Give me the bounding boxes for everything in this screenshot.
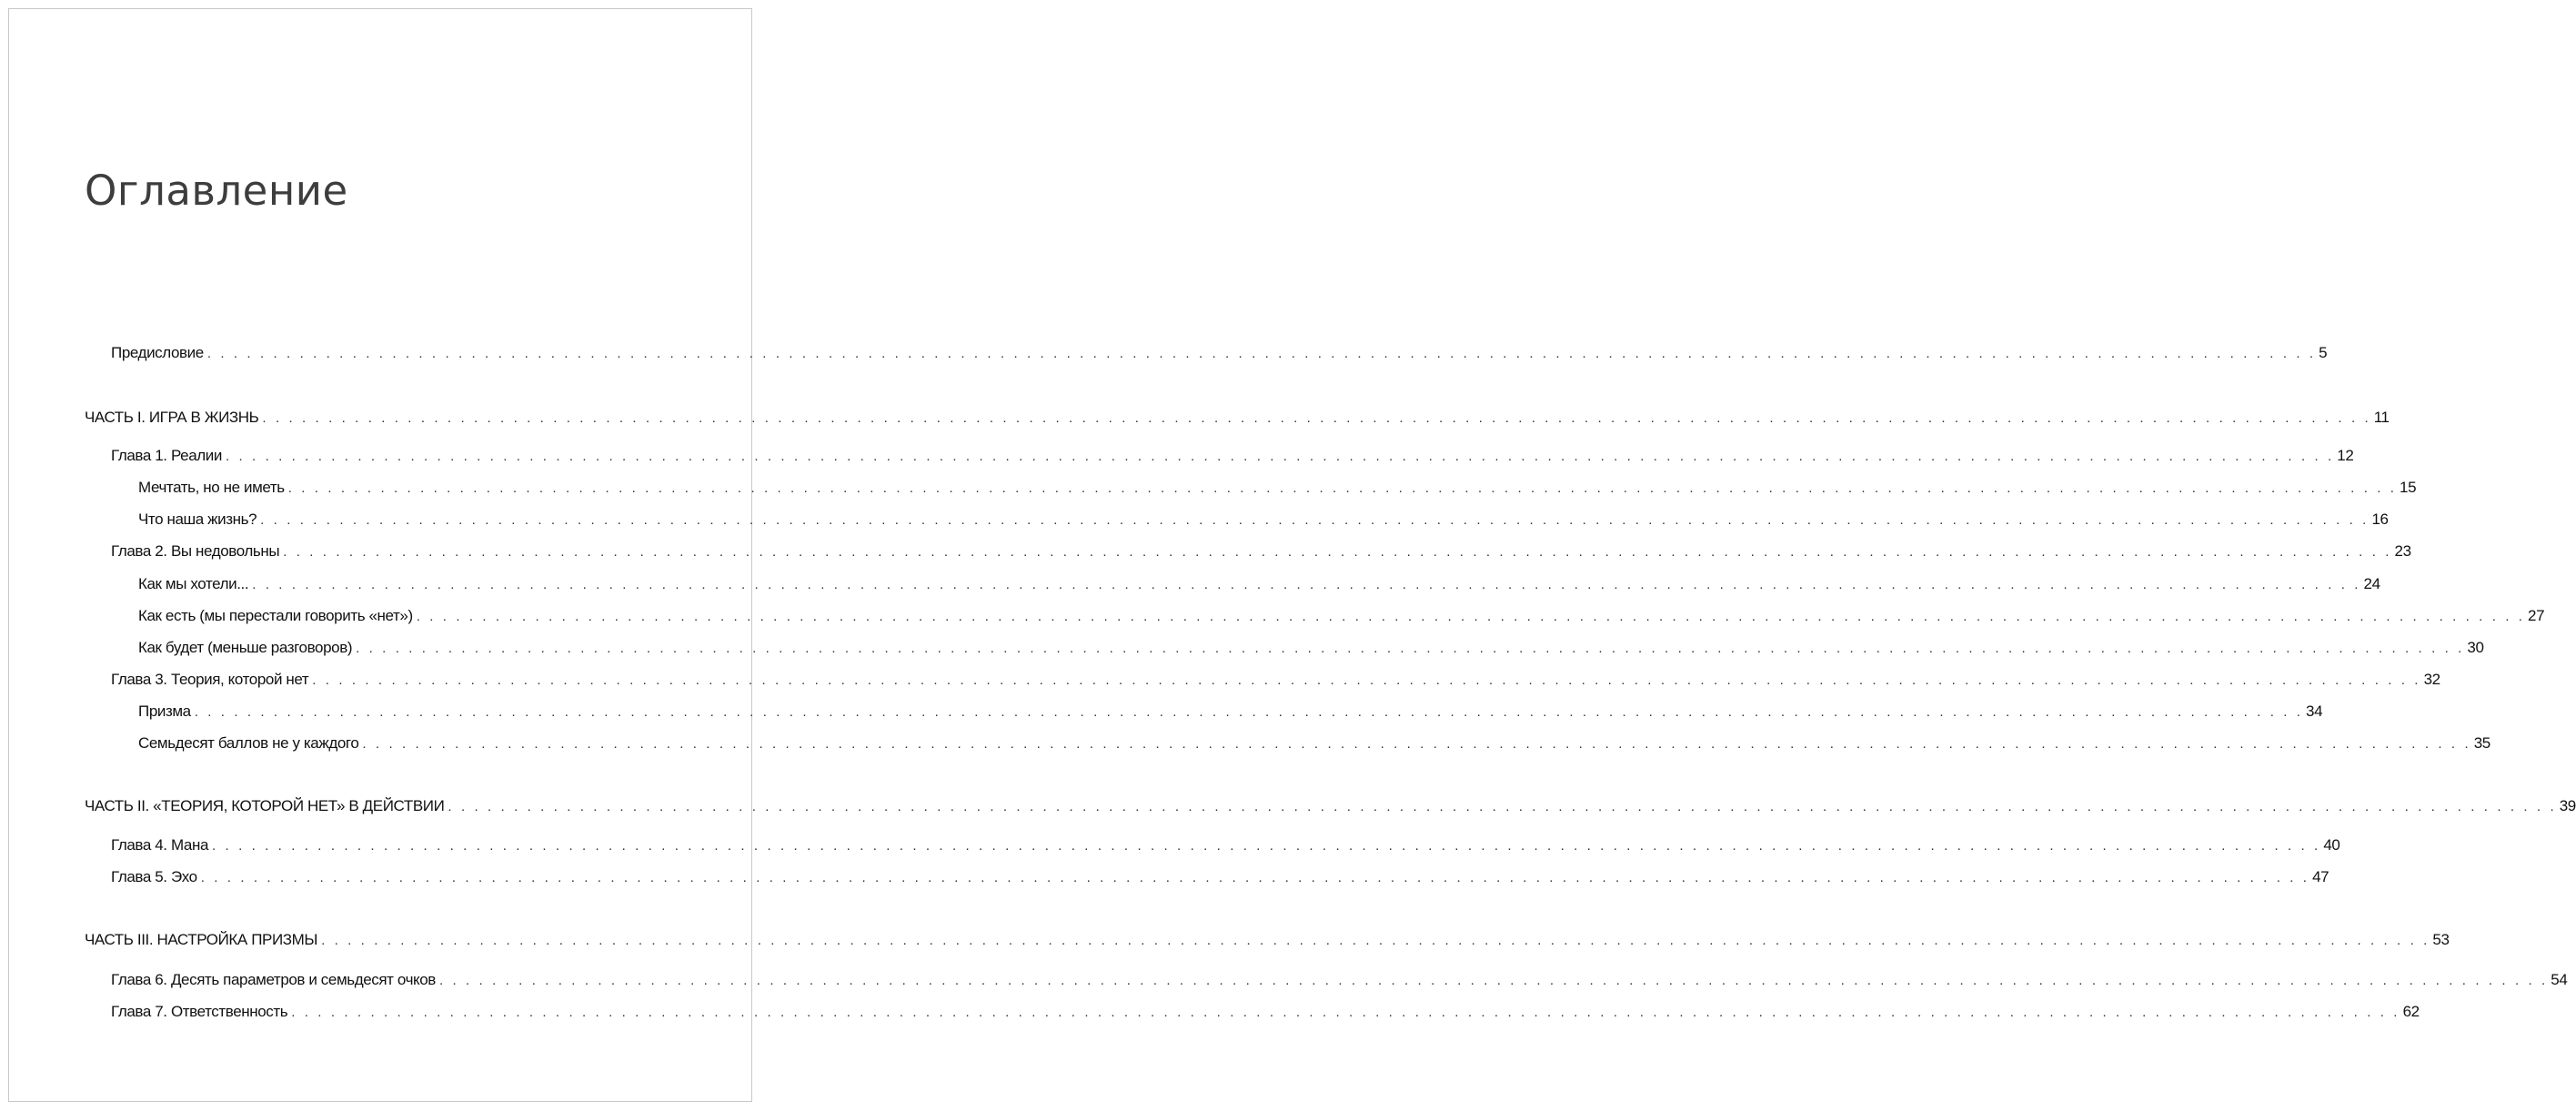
dot-leader: . . . . . . . . . . . . . . . . . . . . . . . . . . . . . . . . . . . . . . . . . . . . . . . . . . . . . . . . . . . . . . . . . . . . . . . . . . . . . . . . . . . . . . . . . . . . . . . . . . . . . . . . . . . . . . . . . . . . . . . . . . . . . . . . . . . . . . . . . . . . . . . . . . . . . . . . . . . . . . . . (212, 838, 2321, 854)
toc-entry-label: ЧАСТЬ III. НАСТРОЙКА ПРИЗМЫ (85, 931, 318, 948)
dot-leader: . . . . . . . . . . . . . . . . . . . . . . . . . . . . . . . . . . . . . . . . . . . . . . . . . . . . . . . . . . . . . . . . . . . . . . . . . . . . . . . . . . . . . . . . . . . . . . . . . . . . . . . . . . . . . . . . . . . . . . . . . . . . . . . . . . . . . . . . . . . . . . . . . . . . . . . . . . . . . . . . (260, 512, 2370, 528)
dot-leader: . . . . . . . . . . . . . . . . . . . . . . . . . . . . . . . . . . . . . . . . . . . . . . . . . . . . . . . . . . . . . . . . . . . . . . . . . . . . . . . . . . . . . . . . . . . . . . . . . . . . . . . . . . . . . . . . . . . . . . . . . . . . . . . . . . . . . . . . . . . . . . . . . . . . . . . . . . . . . . . . (194, 704, 2304, 720)
toc-part-row[interactable] (85, 795, 2576, 817)
toc-chapter-row[interactable] (111, 445, 2354, 467)
dot-leader: . . . . . . . . . . . . . . . . . . . . . . . . . . . . . . . . . . . . . . . . . . . . . . . . . . . . . . . . . . . . . . . . . . . . . . . . . . . . . . . . . . . . . . . . . . . . . . . . . . . . . . . . . . . . . . . . . . . . . . . . . . . . . . . . . . . . . . . . . . . . . . . . . . . . . . . . . . . . . . . . (283, 544, 2392, 560)
toc-entry-label: Глава 6. Десять параметров и семьдесят очков (111, 971, 436, 988)
toc-page-number: 15 (2400, 479, 2417, 496)
toc-entry-label: Семьдесят баллов не у каждого (138, 734, 359, 752)
toc-page-number: 47 (2312, 868, 2329, 885)
toc-entry-label: Мечтать, но не иметь (138, 479, 285, 496)
dot-leader: . . . . . . . . . . . . . . . . . . . . . . . . . . . . . . . . . . . . . . . . . . . . . . . . . . . . . . . . . . . . . . . . . . . . . . . . . . . . . . . . . . . . . . . . . . . . . . . . . . . . . . . . . . . . . . . . . . . . . . . . . . . . . . . . . . . . . . . . . . . . . . . . . . . . . . . . . . . . . . . . (438, 973, 2549, 988)
toc-page-number: 23 (2394, 542, 2411, 560)
toc-chapter-row[interactable] (111, 866, 2329, 888)
dot-leader: . . . . . . . . . . . . . . . . . . . . . . . . . . . . . . . . . . . . . . . . . . . . . . . . . . . . . . . . . . . . . . . . . . . . . . . . . . . . . . . . . . . . . . . . . . . . . . . . . . . . . . . . . . . . . . . . . . . . . . . . . . . . . . . . . . . . . . . . . . . . . . . . . . . . . . . . . . . . . . . . (362, 736, 2471, 752)
toc-chapter-row[interactable] (111, 669, 2440, 691)
toc-section-row[interactable] (138, 605, 2545, 627)
toc-entry-label: Глава 3. Теория, которой нет (111, 671, 309, 688)
toc-page-number: 62 (2402, 1003, 2420, 1020)
toc-part-row[interactable] (85, 407, 2390, 429)
dot-leader: . . . . . . . . . . . . . . . . . . . . . . . . . . . . . . . . . . . . . . . . . . . . . . . . . . . . . . . . . . . . . . . . . . . . . . . . . . . . . . . . . . . . . . . . . . . . . . . . . . . . . . . . . . . . . . . . . . . . . . . . . . . . . . . . . . . . . . . . . . . . . . . . . . . . . . . . . . . . . . . . (252, 577, 2361, 592)
toc-entry-label: Глава 4. Мана (111, 836, 208, 854)
dot-leader: . . . . . . . . . . . . . . . . . . . . . . . . . . . . . . . . . . . . . . . . . . . . . . . . . . . . . . . . . . . . . . . . . . . . . . . . . . . . . . . . . . . . . . . . . . . . . . . . . . . . . . . . . . . . . . . . . . . . . . . . . . . . . . . . . . . . . . . . . . . . . . . . . . . . . . . . . . . . . . . . (200, 870, 2310, 885)
toc-entry-label: Глава 7. Ответственность (111, 1003, 288, 1020)
toc-page-number: 11 (2373, 409, 2390, 426)
dot-leader: . . . . . . . . . . . . . . . . . . . . . . . . . . . . . . . . . . . . . . . . . . . . . . . . . . . . . . . . . . . . . . . . . . . . . . . . . . . . . . . . . . . . . . . . . . . . . . . . . . . . . . . . . . . . . . . . . . . . . . . . . . . . . . . . . . . . . . . . . . . . . . . . . . . . . . . . . . . . . . . . (312, 672, 2421, 688)
toc-page-number: 5 (2319, 344, 2328, 361)
toc-section-row[interactable] (138, 637, 2484, 659)
toc-page-number: 12 (2337, 447, 2354, 464)
toc-chapter-row[interactable] (111, 1001, 2420, 1023)
dot-leader: . . . . . . . . . . . . . . . . . . . . . . . . . . . . . . . . . . . . . . . . . . . . . . . . . . . . . . . . . . . . . . . . . . . . . . . . . . . . . . . . . . . . . . . . . . . . . . . . . . . . . . . . . . . . . . . . . . . . . . . . . . . . . . . . . . . . . . . . . . . . . . . . . . . . . . . . . . . . . . . . (416, 609, 2526, 624)
page-title: Оглавление (85, 167, 348, 215)
toc-page-number: 30 (2467, 639, 2484, 656)
dot-leader: . . . . . . . . . . . . . . . . . . . . . . . . . . . . . . . . . . . . . . . . . . . . . . . . . . . . . . . . . . . . . . . . . . . . . . . . . . . . . . . . . . . . . . . . . . . . . . . . . . . . . . . . . . . . . . . . . . . . . . . . . . . . . . . . . . . . . . . . . . . . . . . . . . . . . . . . . . . . . . . . (356, 641, 2465, 656)
toc-entry-label: Как будет (меньше разговоров) (138, 639, 353, 656)
toc-page-number: 24 (2363, 575, 2380, 592)
toc-entry-label: Что наша жизнь? (138, 511, 257, 528)
toc-section-row[interactable] (138, 477, 2417, 499)
toc-entry-label: ЧАСТЬ I. ИГРА В ЖИЗНЬ (85, 409, 259, 426)
toc-entry-label: Как мы хотели... (138, 575, 249, 592)
toc-part-row[interactable] (85, 929, 2450, 951)
toc-page-number: 16 (2371, 511, 2389, 528)
toc-chapter-row[interactable] (111, 834, 2340, 856)
dot-leader: . . . . . . . . . . . . . . . . . . . . . . . . . . . . . . . . . . . . . . . . . . . . . . . . . . . . . . . . . . . . . . . . . . . . . . . . . . . . . . . . . . . . . . . . . . . . . . . . . . . . . . . . . . . . . . . . . . . . . . . . . . . . . . . . . . . . . . . . . . . . . . . . . . . . . . . . . . . . . . . . (291, 1005, 2400, 1020)
toc-section-row[interactable] (138, 733, 2490, 754)
toc-page-number: 53 (2432, 931, 2450, 948)
dot-leader: . . . . . . . . . . . . . . . . . . . . . . . . . . . . . . . . . . . . . . . . . . . . . . . . . . . . . . . . . . . . . . . . . . . . . . . . . . . . . . . . . . . . . . . . . . . . . . . . . . . . . . . . . . . . . . . . . . . . . . . . . . . . . . . . . . . . . . . . . . . . . . . . . . . . . . . . . . . . . . . . (321, 933, 2430, 948)
toc-entry-label: ЧАСТЬ II. «ТЕОРИЯ, КОТОРОЙ НЕТ» В ДЕЙСТВИИ (85, 797, 445, 814)
toc-page-number: 54 (2551, 971, 2568, 988)
toc-entry-label: Глава 2. Вы недовольны (111, 542, 280, 560)
toc-section-row[interactable] (138, 509, 2389, 531)
dot-leader: . . . . . . . . . . . . . . . . . . . . . . . . . . . . . . . . . . . . . . . . . . . . . . . . . . . . . . . . . . . . . . . . . . . . . . . . . . . . . . . . . . . . . . . . . . . . . . . . . . . . . . . . . . . . . . . . . . . . . . . . . . . . . . . . . . . . . . . . . . . . . . . . . . . . . . . . . . . . . . . . (448, 799, 2557, 814)
toc-chapter-row[interactable] (111, 342, 2328, 364)
toc-page-number: 27 (2528, 607, 2545, 624)
dot-leader: . . . . . . . . . . . . . . . . . . . . . . . . . . . . . . . . . . . . . . . . . . . . . . . . . . . . . . . . . . . . . . . . . . . . . . . . . . . . . . . . . . . . . . . . . . . . . . . . . . . . . . . . . . . . . . . . . . . . . . . . . . . . . . . . . . . . . . . . . . . . . . . . . . . . . . . . . . . . . . . . (225, 449, 2335, 464)
toc-entry-label: Глава 5. Эхо (111, 868, 197, 885)
toc-page-number: 35 (2473, 734, 2490, 752)
toc-page-number: 39 (2559, 797, 2576, 814)
toc-page-number: 32 (2423, 671, 2440, 688)
toc-chapter-row[interactable] (111, 969, 2568, 991)
toc-entry-label: Как есть (мы перестали говорить «нет») (138, 607, 413, 624)
dot-leader: . . . . . . . . . . . . . . . . . . . . . . . . . . . . . . . . . . . . . . . . . . . . . . . . . . . . . . . . . . . . . . . . . . . . . . . . . . . . . . . . . . . . . . . . . . . . . . . . . . . . . . . . . . . . . . . . . . . . . . . . . . . . . . . . . . . . . . . . . . . . . . . . . . . . . . . . . . . . . . . . (206, 346, 2317, 361)
toc-section-row[interactable] (138, 573, 2380, 595)
toc-section-row[interactable] (138, 701, 2323, 723)
toc-entry-label: Предисловие (111, 344, 204, 361)
toc-page-number: 40 (2323, 836, 2340, 854)
dot-leader: . . . . . . . . . . . . . . . . . . . . . . . . . . . . . . . . . . . . . . . . . . . . . . . . . . . . . . . . . . . . . . . . . . . . . . . . . . . . . . . . . . . . . . . . . . . . . . . . . . . . . . . . . . . . . . . . . . . . . . . . . . . . . . . . . . . . . . . . . . . . . . . . . . . . . . . . . . . . . . . . (262, 410, 2371, 426)
toc-entry-label: Призма (138, 703, 191, 720)
toc-page-number: 34 (2306, 703, 2323, 720)
dot-leader: . . . . . . . . . . . . . . . . . . . . . . . . . . . . . . . . . . . . . . . . . . . . . . . . . . . . . . . . . . . . . . . . . . . . . . . . . . . . . . . . . . . . . . . . . . . . . . . . . . . . . . . . . . . . . . . . . . . . . . . . . . . . . . . . . . . . . . . . . . . . . . . . . . . . . . . . . . . . . . . . (287, 480, 2398, 496)
toc-chapter-row[interactable] (111, 541, 2411, 562)
toc-entry-label: Глава 1. Реалии (111, 447, 222, 464)
